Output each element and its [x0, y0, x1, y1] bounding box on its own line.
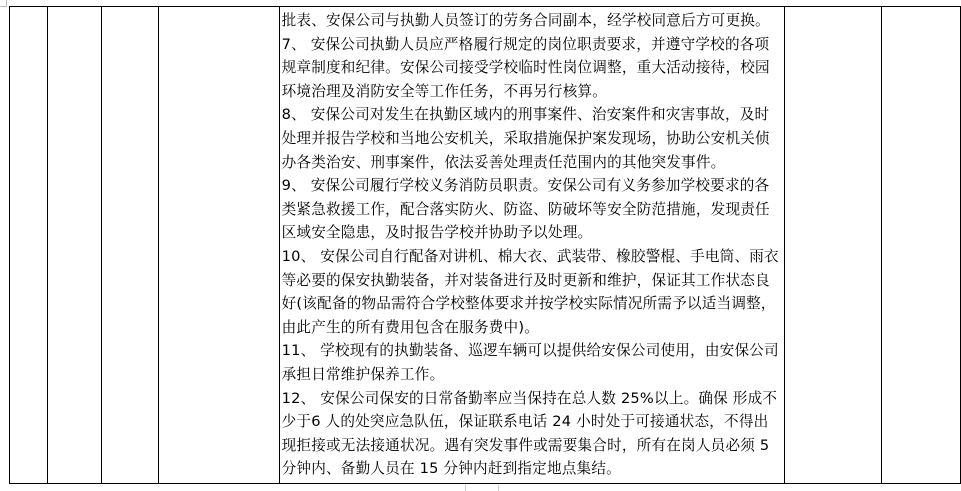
contract-table — [9, 6, 961, 484]
requirements-cell — [279, 7, 784, 484]
paragraph: 12、 安保公司保安的日常备勤率应当保持在总人数 25%以上。确保 形成不少于6 人的处突应急队伍，保证联系电话 24 小时处于可接通状态，不得出现拒接或无法接通状况。遇有突发事件或需要集合时，所有在岗人员必须 5 分钟内、备勤人员在 15 分钟内赶到指定地点集结。 — [281, 389, 778, 478]
paragraph: 11、 学校现有的执勤装备、巡逻车辆可以提供给安保公司使用，由安保公司承担日常维护保养工作。 — [281, 342, 779, 383]
table-cell-2 — [47, 7, 102, 484]
table-cell-3 — [102, 7, 159, 484]
paragraph: 10、 安保公司自行配备对讲机、棉大衣、武装带、橡胶警棍、手电筒、雨衣等必要的保安执勤装备，并对装备进行及时更新和维护，保证其工作状态良好(该配备的物品需符合学校整体要求并按学校实际情况所需予以适当调整，由此产生的所有费用包含在服务费中)。 — [281, 247, 779, 336]
page-break-mark — [465, 485, 499, 491]
paragraph: 7、 安保公司执勤人员应严格履行规定的岗位职责要求，并遵守学校的各项规章制度和纪律。安保公司接受学校临时性岗位调整，重大活动接待，校园环境治理及消防安全等工作任务，不再另行核算。 — [281, 35, 770, 100]
table-row — [10, 7, 961, 484]
paragraph: 批表、安保公司与执勤人员签订的劳务合同副本，经学校同意后方可更换。 — [281, 12, 770, 29]
table-cell-6 — [784, 7, 881, 484]
table-cell-4 — [158, 7, 279, 484]
paragraph: 8、 安保公司对发生在执勤区域内的刑事案件、治安案件和灾害事故，及时处理并报告学校和当地公安机关，采取措施保护案发现场，协助公安机关侦办各类治安、刑事案件，依法妥善处理责任范围内的其他突发事件。 — [281, 106, 770, 171]
table-cell-7 — [881, 7, 960, 484]
table-cell-1 — [10, 7, 48, 484]
page-corner-mark — [0, 0, 7, 7]
paragraph: 9、 安保公司履行学校义务消防员职责。安保公司有义务参加学校要求的各类紧急救援工作，配合落实防火、防盗、防破坏等安全防范措施，发现责任区域安全隐患，及时报告学校并协助予以处理。 — [281, 177, 770, 242]
